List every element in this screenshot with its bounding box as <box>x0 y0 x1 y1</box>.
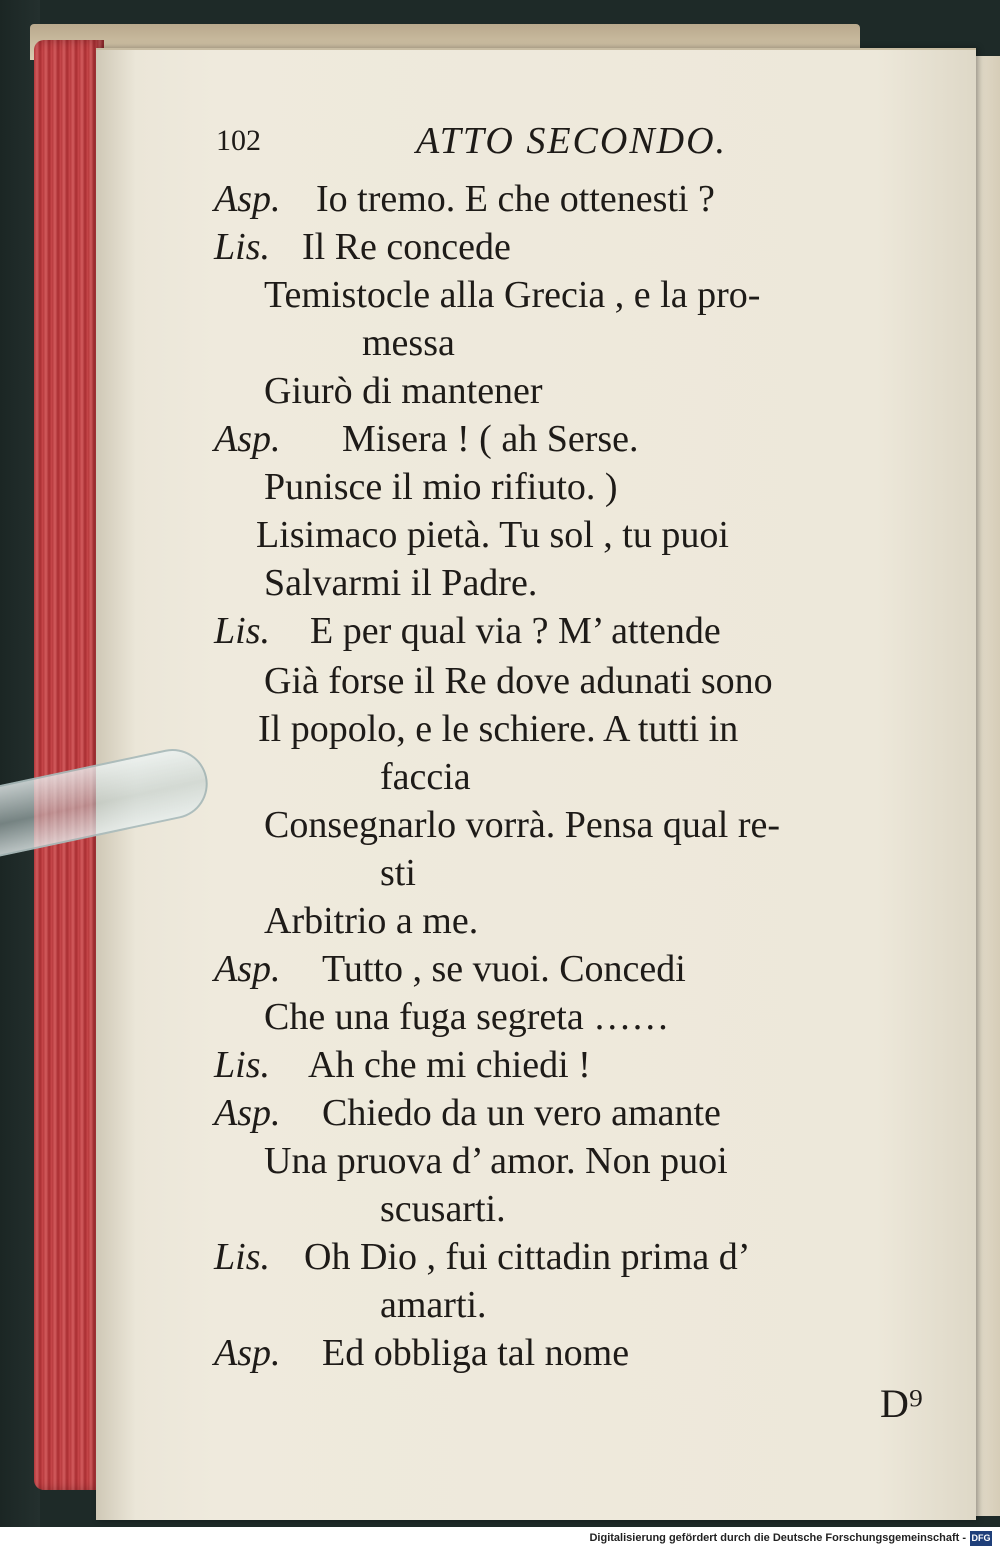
verse-line: Oh Dio , fui cittadin prima d’ <box>304 1236 751 1278</box>
verse-line: Giurò di mantener <box>264 370 543 412</box>
verse-line: Ah che mi chiedi ! <box>308 1044 591 1086</box>
catchword: D⁹ <box>880 1381 923 1426</box>
verse-line: Tutto , se vuoi. Concedi <box>322 948 686 990</box>
next-page-edge <box>972 56 1000 1516</box>
verse-line: scusarti. <box>380 1188 506 1230</box>
dfg-logo: DFG <box>970 1531 992 1546</box>
speaker-label: Asp. <box>214 1092 281 1134</box>
funding-credit: Digitalisierung gefördert durch die Deutsche Forschungsgemeinschaft - <box>589 1532 966 1544</box>
verse-line: amarti. <box>380 1284 487 1326</box>
verse-line: Temistocle alla Grecia , e la pro- <box>264 274 761 316</box>
speaker-label: Lis. <box>214 226 270 268</box>
verse-line: faccia <box>380 756 471 798</box>
speaker-label: Lis. <box>214 610 270 652</box>
verse-line: Io tremo. E che ottenesti ? <box>316 178 715 220</box>
verse-line: Punisce il mio rifiuto. ) <box>264 466 618 508</box>
verse-line: Che una fuga segreta …… <box>264 996 670 1038</box>
verse-line: Già forse il Re dove adunati sono <box>264 660 773 702</box>
verse-line: Una pruova d’ amor. Non puoi <box>264 1140 728 1182</box>
running-title: ATTO SECONDO. <box>416 120 728 162</box>
speaker-label: Asp. <box>214 1332 281 1374</box>
verse-line: Lisimaco pietà. Tu sol , tu puoi <box>256 514 729 556</box>
page-number: 102 <box>216 124 261 157</box>
verse-line: Arbitrio a me. <box>264 900 479 942</box>
verse-line: Misera ! ( ah Serse. <box>342 418 639 460</box>
verse-line: Il Re concede <box>302 226 511 268</box>
verse-line: Consegnarlo vorrà. Pensa qual re- <box>264 804 781 846</box>
verse-line: Salvarmi il Padre. <box>264 562 538 604</box>
verse-line: Ed obbliga tal nome <box>322 1332 630 1374</box>
verse-line: E per qual via ? M’ attende <box>310 610 721 652</box>
book-page <box>96 48 976 1520</box>
speaker-label: Lis. <box>214 1044 270 1086</box>
speaker-label: Asp. <box>214 418 281 460</box>
verse-line: sti <box>380 852 416 894</box>
verse-line: messa <box>362 322 455 364</box>
verse-line: Il popolo, e le schiere. A tutti in <box>258 708 739 750</box>
speaker-label: Asp. <box>214 178 281 220</box>
speaker-label: Asp. <box>214 948 281 990</box>
speaker-label: Lis. <box>214 1236 270 1278</box>
verse-line: Chiedo da un vero amante <box>322 1092 721 1134</box>
